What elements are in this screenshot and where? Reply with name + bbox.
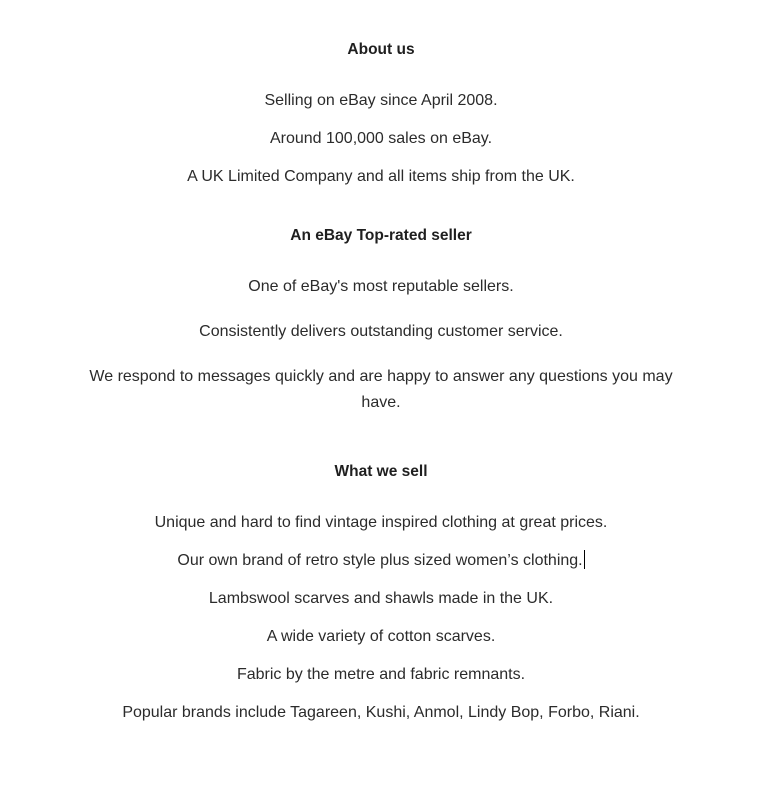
- paragraph-lambswool: Lambswool scarves and shawls made in the UK.: [208, 590, 554, 607]
- paragraph-cotton-scarves: A wide variety of cotton scarves.: [266, 628, 496, 645]
- section-heading-about-us: About us: [347, 41, 415, 58]
- paragraph-uk-company: A UK Limited Company and all items ship from the UK.: [187, 168, 575, 185]
- about-us-document[interactable]: [70, 0, 692, 726]
- section-about-us: [70, 38, 692, 190]
- paragraph-popular-brands: Popular brands include Tagareen, Kushi, Anmol, Lindy Bop, Forbo, Riani.: [122, 704, 640, 721]
- text-cursor: [584, 550, 585, 569]
- paragraph-own-brand-text: Our own brand of retro style plus sized women’s clothing.: [177, 552, 583, 569]
- paragraph-own-brand[interactable]: [70, 548, 692, 574]
- paragraph-vintage-clothing: Unique and hard to find vintage inspired clothing at great prices.: [154, 514, 608, 531]
- section-heading-top-rated: An eBay Top-rated seller: [290, 227, 472, 244]
- paragraph-fabric: Fabric by the metre and fabric remnants.: [236, 666, 526, 683]
- section-what-we-sell: [70, 460, 692, 726]
- paragraph-sales-count: Around 100,000 sales on eBay.: [269, 130, 493, 147]
- section-heading-what-we-sell: What we sell: [334, 463, 428, 480]
- paragraph-reputable-seller: One of eBay's most reputable sellers.: [248, 278, 514, 295]
- paragraph-selling-since: Selling on eBay since April 2008.: [264, 92, 498, 109]
- paragraph-respond-messages: We respond to messages quickly and are happy to answer any questions you may have.: [89, 368, 673, 411]
- section-top-rated-seller: [70, 224, 692, 416]
- paragraph-customer-service: Consistently delivers outstanding customer service.: [199, 323, 563, 340]
